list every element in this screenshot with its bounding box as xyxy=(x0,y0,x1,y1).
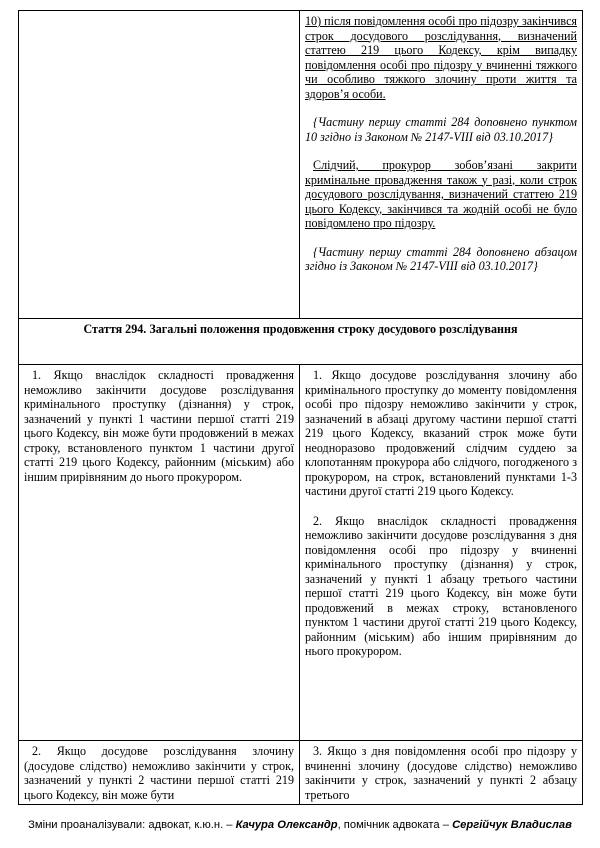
old-text-cell xyxy=(19,365,300,741)
new-text-cell xyxy=(300,11,583,319)
article-title: Стаття 294. Загальні положення продовження строку досудового розслідування xyxy=(19,319,583,365)
amendment-note: {Частину першу статті 284 доповнено пунктом 10 згідно із Законом № 2147-VIII від 03.10.2017} xyxy=(305,115,577,144)
table-row xyxy=(19,365,583,741)
footer-name-1: Качура Олександр xyxy=(235,819,338,831)
old-text-cell xyxy=(19,11,300,319)
amendment-note: {Частину першу статті 284 доповнено абзацом згідно із Законом № 2147-VIII від 03.10.2017} xyxy=(305,244,577,273)
paragraph-text: Слідчий, прокурор зобов’язані закрити кримінальне провадження також у разі, коли строк досудового розслідування, визначений статтею 219 цього Кодексу, закінчився та жодній особі не було повідомлено про підозру. xyxy=(305,158,577,230)
article-heading-row xyxy=(19,319,583,365)
page-footer xyxy=(0,819,600,831)
footer-middle: , помічник адвоката – xyxy=(337,819,453,831)
footer-prefix: Зміни проаналізували: адвокат, к.ю.н. – xyxy=(28,819,236,831)
paragraph-text: 1. Якщо досудове розслідування злочину або кримінального проступку до моменту повідомлення особі про підозру неможливо закінчити у строк, зазначений в абзаці другому частини першої статті 219 цього Кодексу, вказаний строк може бути неодноразово продовжений слідчим суддею за клопотанням прокурора або слідчого, погодженого з прокурором, на строк, встановлений пунктами 1-3 частини другої статті 219 цього Кодексу. xyxy=(305,368,577,498)
new-text-cell xyxy=(300,741,583,805)
old-text-cell xyxy=(19,741,300,805)
new-text-cell xyxy=(300,365,583,741)
paragraph-text: 2. Якщо внаслідок складності провадження неможливо закінчити досудове розслідування з дня повідомлення особі про підозру у вчиненні кримінального проступку (дізнання) у строк, зазначений у пункті 1 абзацу третього частини першої статті 219 цього Кодексу, він може бути продовжений в межах строку, встановленого пунктом 1 частини другої статті 219 цього Кодексу, районним (міським) або іншим прирівняним до нього прокурором. xyxy=(305,513,577,658)
table-row xyxy=(19,11,583,319)
paragraph-text: 3. Якщо з дня повідомлення особі про підозру у вчиненні злочину (досудове слідство) неможливо закінчити у строк, зазначений у пункті 2 абзацу третього xyxy=(305,744,577,802)
comparison-table xyxy=(18,10,583,805)
item-10-text: 10) після повідомлення особі про підозру закінчився строк досудового розслідування, визначений статтею 219 цього Кодексу, крім випадку повідомлення особі про підозру у вчиненні тяжкого чи особливо тяжкого злочину проти життя та здоров’я особи. xyxy=(305,14,577,101)
paragraph-text: 1. Якщо внаслідок складності провадження неможливо закінчити досудове розслідування кримінального проступку (дізнання) у строк, зазначений у пункті 1 частини першої статті 219 цього Кодексу, він може бути продовжений в межах строку, встановленого пунктом 1 частини другої статті 219 цього Кодексу, районним (міським) або іншим прирівняним до нього прокурором. xyxy=(24,368,294,484)
paragraph-text: 2. Якщо досудове розслідування злочину (досудове слідство) неможливо закінчити у строк, зазначений у пункті 2 частини першої статті 219 цього Кодексу, він може бути xyxy=(24,744,294,802)
table-row xyxy=(19,741,583,805)
footer-name-2: Сергійчук Владислав xyxy=(452,819,572,831)
